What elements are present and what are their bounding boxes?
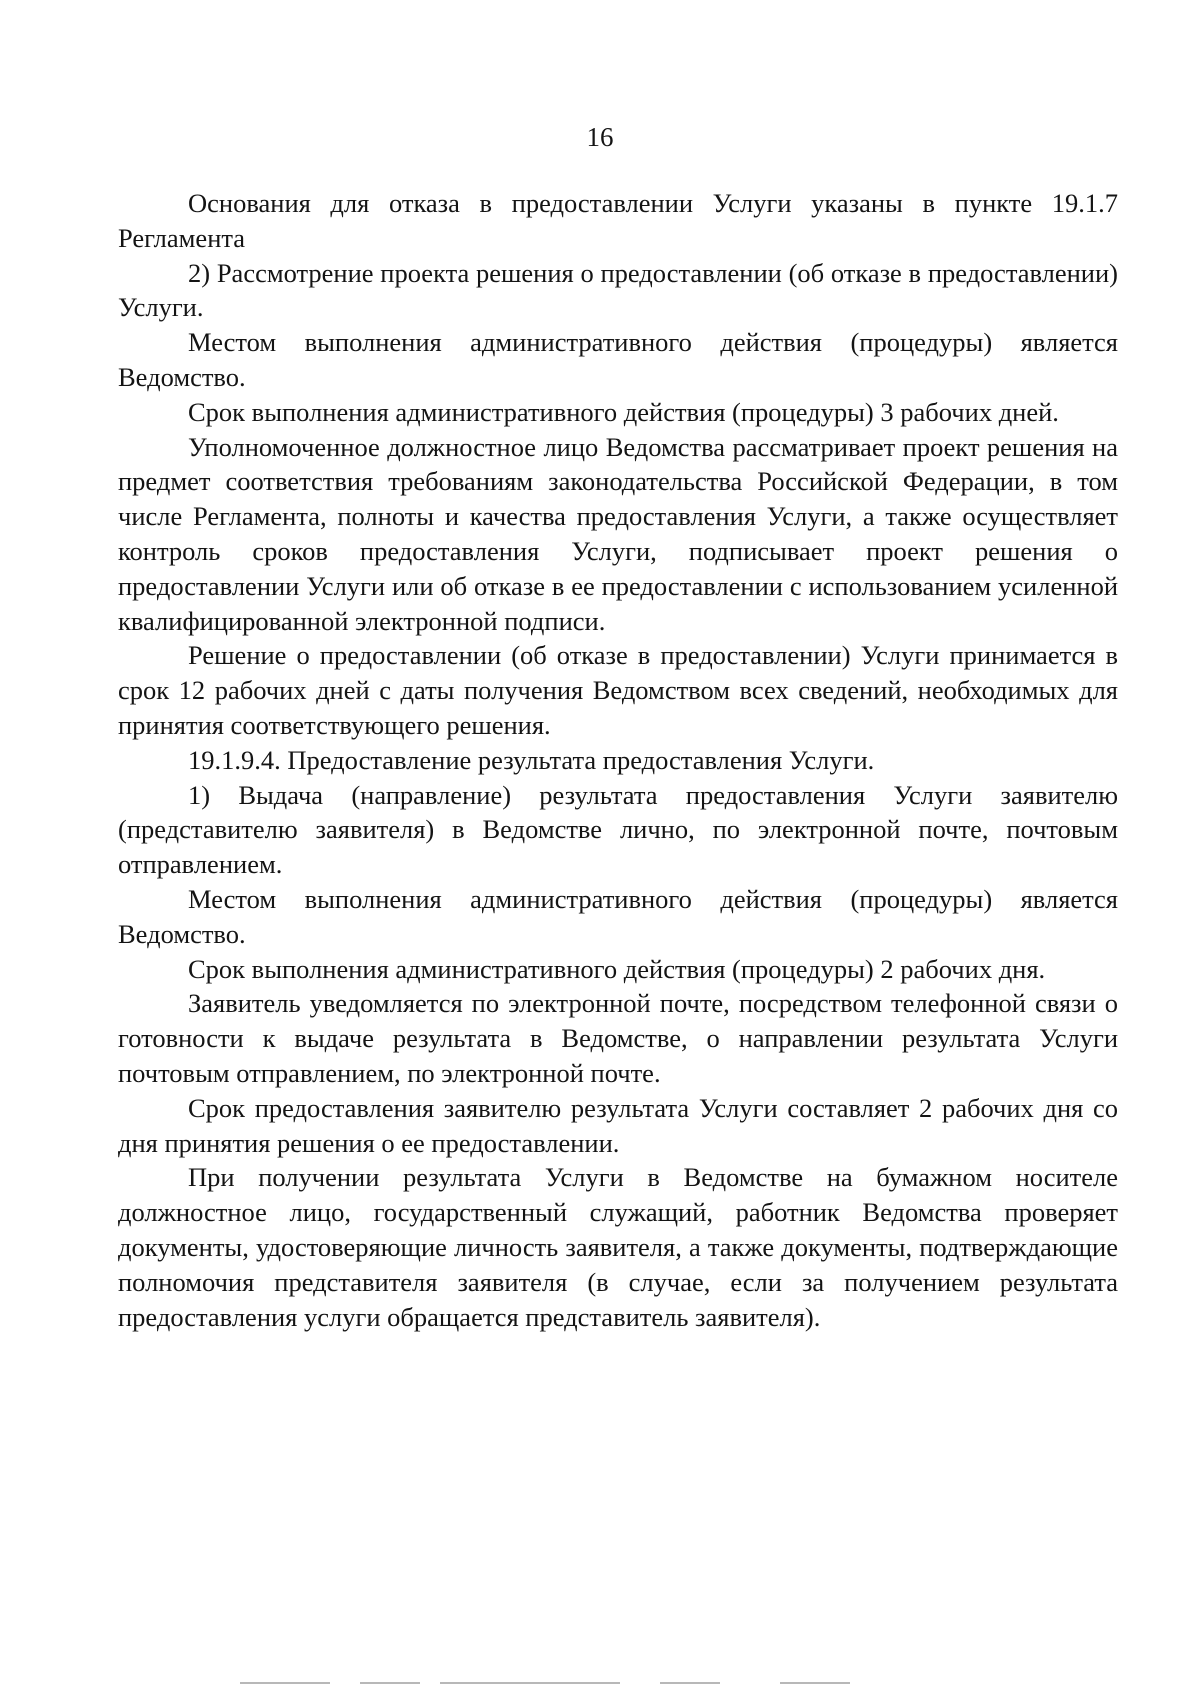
scan-edge-artifact [0,1678,1200,1697]
paragraph-paper-result-check: При получении результата Услуги в Ведомстве на бумажном носителе должностное лицо, государственный служащий, работник Ведомства проверяет документы, удостоверяющие личность заявителя, а также документы, подтверждающие полномочия представителя заявителя (в случае, если за получением результата предоставления услуги обращается представитель заявителя). [118,1162,1118,1332]
document-body [118,186,1118,1334]
paragraph-step-2-review: 2) Рассмотрение проекта решения о предоставлении (об отказе в предоставлении) Услуги. [118,257,1118,323]
paragraph-applicant-notification: Заявитель уведомляется по электронной почте, посредством телефонной связи о готовности к выдаче результата в Ведомстве, о направлении результата Услуги почтовым отправлением, по электронной почте. [118,988,1118,1088]
paragraph-official-review: Уполномоченное должностное лицо Ведомства рассматривает проект решения на предмет соответствия требованиям законодательства Российской Федерации, в том числе Регламента, полноты и качества предоставления Услуги, а также осуществляет контроль сроков предоставления Услуги, подписывает проект решения о предоставлении Услуги или об отказе в ее предоставлении с использованием усиленной квалифицированной электронной подписи. [118,431,1118,636]
paragraph-section-heading: 19.1.9.4. Предоставление результата предоставления Услуги. [188,744,875,775]
paragraph-decision-term: Решение о предоставлении (об отказе в предоставлении) Услуги принимается в срок 12 рабочих дней с даты получения Ведомством всех сведений, необходимых для принятия соответствующего решения. [118,640,1118,740]
paragraph-place-of-action: Местом выполнения административного действия (процедуры) является Ведомство. [118,327,1118,392]
paragraph-refusal-grounds: Основания для отказа в предоставлении Услуги указаны в пункте 19.1.7 Регламента [118,188,1118,253]
paragraph-result-term: Срок предоставления заявителю результата Услуги составляет 2 рабочих дня со дня принятия решения о ее предоставлении. [118,1092,1118,1158]
paragraph-place-of-action: Местом выполнения административного действия (процедуры) является Ведомство. [118,883,1118,949]
paragraph-action-term: Срок выполнения административного действия (процедуры) 3 рабочих дней. [188,396,1059,427]
paragraph-action-term: Срок выполнения административного действия (процедуры) 2 рабочих дня. [188,953,1046,984]
page-number: 16 [586,122,614,152]
paragraph-step-1-issuance: 1) Выдача (направление) результата предоставления Услуги заявителю (представителю заявителя) в Ведомстве лично, по электронной почте, почтовым отправлением. [118,779,1118,880]
